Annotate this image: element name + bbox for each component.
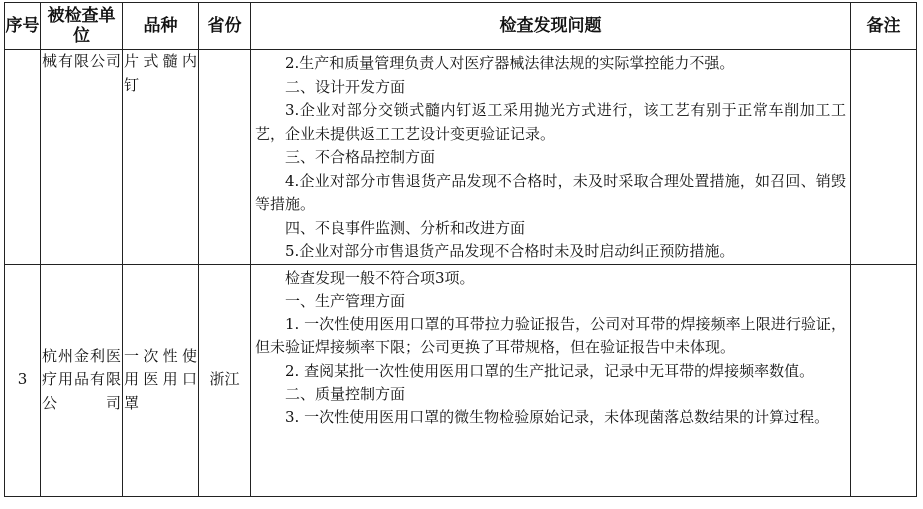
issue-line: 一、生产管理方面 xyxy=(285,291,406,310)
issue-line: 3.企业对部分交锁式髓内钉返工采用抛光方式进行，该工艺有别于正常车削加工工艺，企业未提供返工工艺设计变更验证记录。 xyxy=(255,101,846,143)
row-remark xyxy=(851,264,917,496)
issue-line: 5.企业对部分市售退货产品发现不合格时未及时启动纠正预防措施。 xyxy=(285,242,735,260)
issue-line: 1. 一次性使用医用口罩的耳带拉力验证报告，公司对耳带的焊接频率上限进行验证，但未验证焊接频率下限；公司更换了耳带规格，但在验证报告中未体现。 xyxy=(255,315,846,357)
issue-line: 二、设计开发方面 xyxy=(285,77,406,96)
issue-line: 4.企业对部分市售退货产品发现不合格时，未及时采取合理处置措施，如召回、销毁等措施。 xyxy=(255,171,846,213)
issue-line: 3. 一次性使用医用口罩的微生物检验原始记录，未体现菌落总数结果的计算过程。 xyxy=(285,408,830,427)
row-product: 片式髓内钉 xyxy=(123,50,199,265)
row-issues xyxy=(251,50,851,265)
table-header-row xyxy=(5,3,917,50)
row-product: 一次性使用医用口罩 xyxy=(123,264,199,496)
header-remark: 备注 xyxy=(851,3,917,50)
inspection-table xyxy=(4,2,917,497)
row-province: 浙江 xyxy=(199,264,251,496)
row-issues xyxy=(251,264,851,496)
row-province xyxy=(199,50,251,265)
issue-line: 2. 查阅某批一次性使用医用口罩的生产批记录，记录中无耳带的焊接频率数值。 xyxy=(285,361,815,380)
row-unit: 杭州金利医疗用品有限公司 xyxy=(41,264,123,496)
issue-line: 三、不合格品控制方面 xyxy=(285,148,436,166)
table-row xyxy=(5,264,917,496)
header-product: 品种 xyxy=(123,3,199,50)
row-remark xyxy=(851,50,917,265)
header-unit: 被检查单位 xyxy=(41,3,123,50)
header-issues: 检查发现问题 xyxy=(251,3,851,50)
row-seq xyxy=(5,50,41,265)
header-province: 省份 xyxy=(199,3,251,50)
issue-line: 检查发现一般不符合项3项。 xyxy=(285,268,475,287)
row-seq: 3 xyxy=(5,264,41,496)
issue-line: 二、质量控制方面 xyxy=(285,384,406,403)
table-row xyxy=(5,50,917,265)
row-unit: 械有限公司 xyxy=(41,50,123,265)
issue-line: 2.生产和质量管理负责人对医疗器械法律法规的实际掌控能力不强。 xyxy=(285,54,735,72)
header-seq: 序号 xyxy=(5,3,41,50)
issue-line: 四、不良事件监测、分析和改进方面 xyxy=(285,218,526,237)
